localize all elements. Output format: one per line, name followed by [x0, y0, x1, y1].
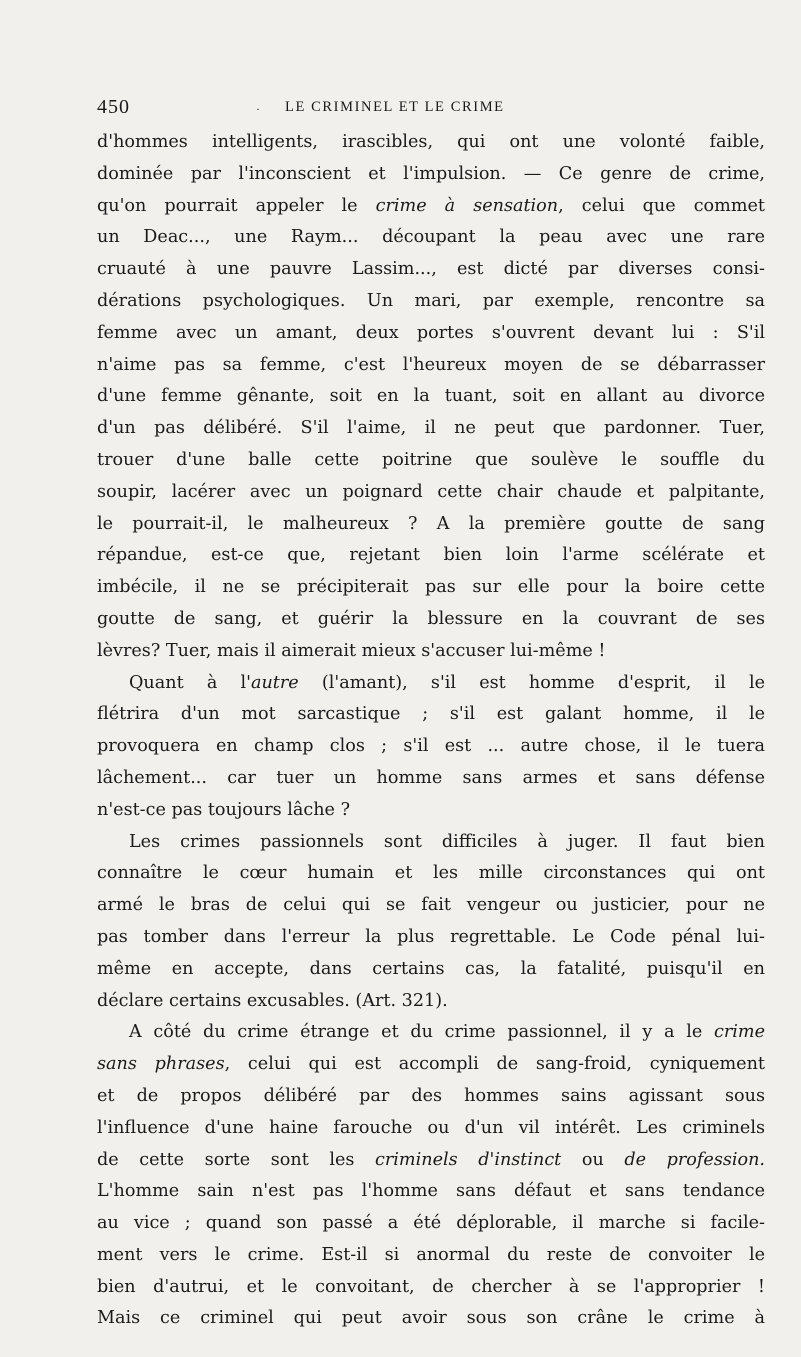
text-line: Quant à l'autre (l'amant), s'il est homme d'esprit, il le [129, 672, 765, 693]
text-line: lâchement... car tuer un homme sans armes et sans défense [97, 767, 765, 788]
italic-term: crime à sensation [375, 195, 559, 216]
italic-term: crime [714, 1022, 765, 1043]
text-line: flétrira d'un mot sarcastique ; s'il est galant homme, il le [97, 704, 765, 725]
text-line: sans phrases, celui qui est accompli de sang-froid, cyniquement [97, 1054, 765, 1075]
text-line: déclare certains excusables. (Art. 321). [97, 990, 448, 1011]
text-line: trouer d'une balle cette poitrine que soulève le souffle du [97, 449, 765, 470]
header-dot: · [256, 102, 260, 116]
text-line: n'est-ce pas toujours lâche ? [97, 799, 350, 820]
page-number: 450 [97, 96, 130, 118]
text-line: provoquera en champ clos ; s'il est ... autre chose, il le tuera [97, 736, 765, 757]
text-line: femme avec un amant, deux portes s'ouvrent devant lui : S'il [97, 322, 765, 343]
italic-term: sans phrases [97, 1054, 225, 1075]
text-line: d'une femme gênante, soit en la tuant, soit en allant au divorce [97, 386, 765, 407]
text-line: cruauté à une pauvre Lassim..., est dicté par diverses consi- [97, 259, 765, 280]
text-line: et de propos délibéré par des hommes sains agissant sous [97, 1085, 765, 1106]
text-line: au vice ; quand son passé a été déplorable, il marche si facile- [97, 1213, 765, 1234]
text-line: lèvres? Tuer, mais il aimerait mieux s'accuser lui-même ! [97, 640, 606, 661]
text-line: imbécile, il ne se précipiterait pas sur elle pour la boire cette [97, 577, 765, 598]
text-line: répandue, est-ce que, rejetant bien loin l'arme scélérate et [97, 545, 765, 566]
text-line: Les crimes passionnels sont difficiles à juger. Il faut bien [129, 831, 765, 852]
text-line: de cette sorte sont les criminels d'instinct ou de profession. [97, 1149, 766, 1170]
text-line: connaître le cœur humain et les mille circonstances qui ont [97, 863, 765, 884]
text-line: le pourrait-il, le malheureux ? A la première goutte de sang [97, 513, 765, 534]
text-line: n'aime pas sa femme, c'est l'heureux moyen de se débarrasser [97, 354, 765, 375]
text-line: soupir, lacérer avec un poignard cette chair chaude et palpitante, [97, 481, 765, 502]
text-line: armé le bras de celui qui se fait vengeur ou justicier, pour ne [97, 895, 765, 916]
text-line: goutte de sang, et guérir la blessure en la couvrant de ses [97, 608, 765, 629]
text-line: l'influence d'une haine farouche ou d'un vil intérêt. Les criminels [97, 1117, 765, 1138]
text-line: dominée par l'inconscient et l'impulsion. — Ce genre de crime, [97, 163, 765, 184]
text-line: d'hommes intelligents, irascibles, qui ont une volonté faible, [97, 132, 765, 152]
text-line: un Deac..., une Raym... découpant la peau avec une rare [97, 227, 765, 248]
text-line: ment vers le crime. Est-il si anormal du reste de convoiter le [97, 1244, 765, 1265]
running-title: LE CRIMINEL ET LE CRIME [285, 99, 505, 115]
text-line: même en accepte, dans certains cas, la fatalité, puisqu'il en [97, 958, 765, 979]
italic-term: autre [250, 672, 299, 693]
text-line: pas tomber dans l'erreur la plus regrettable. Le Code pénal lui- [97, 926, 765, 947]
text-line: d'un pas délibéré. S'il l'aime, il ne peut que pardonner. Tuer, [97, 418, 765, 439]
running-head [0, 96, 801, 122]
body-text [97, 127, 765, 1335]
text-line: L'homme sain n'est pas l'homme sans défaut et sans tendance [97, 1181, 765, 1202]
text-line: bien d'autrui, et le convoitant, de chercher à se l'approprier ! [97, 1276, 765, 1297]
text-line: dérations psychologiques. Un mari, par exemple, rencontre sa [97, 290, 765, 311]
text-line: Mais ce criminel qui peut avoir sous son crâne le crime à [97, 1308, 765, 1329]
italic-term: criminels d'instinct [375, 1149, 562, 1170]
text-line: A côté du crime étrange et du crime passionnel, il y a le crime [129, 1022, 765, 1043]
italic-term: de profession. [624, 1149, 766, 1170]
text-line: qu'on pourrait appeler le crime à sensation, celui que commet [97, 195, 765, 216]
